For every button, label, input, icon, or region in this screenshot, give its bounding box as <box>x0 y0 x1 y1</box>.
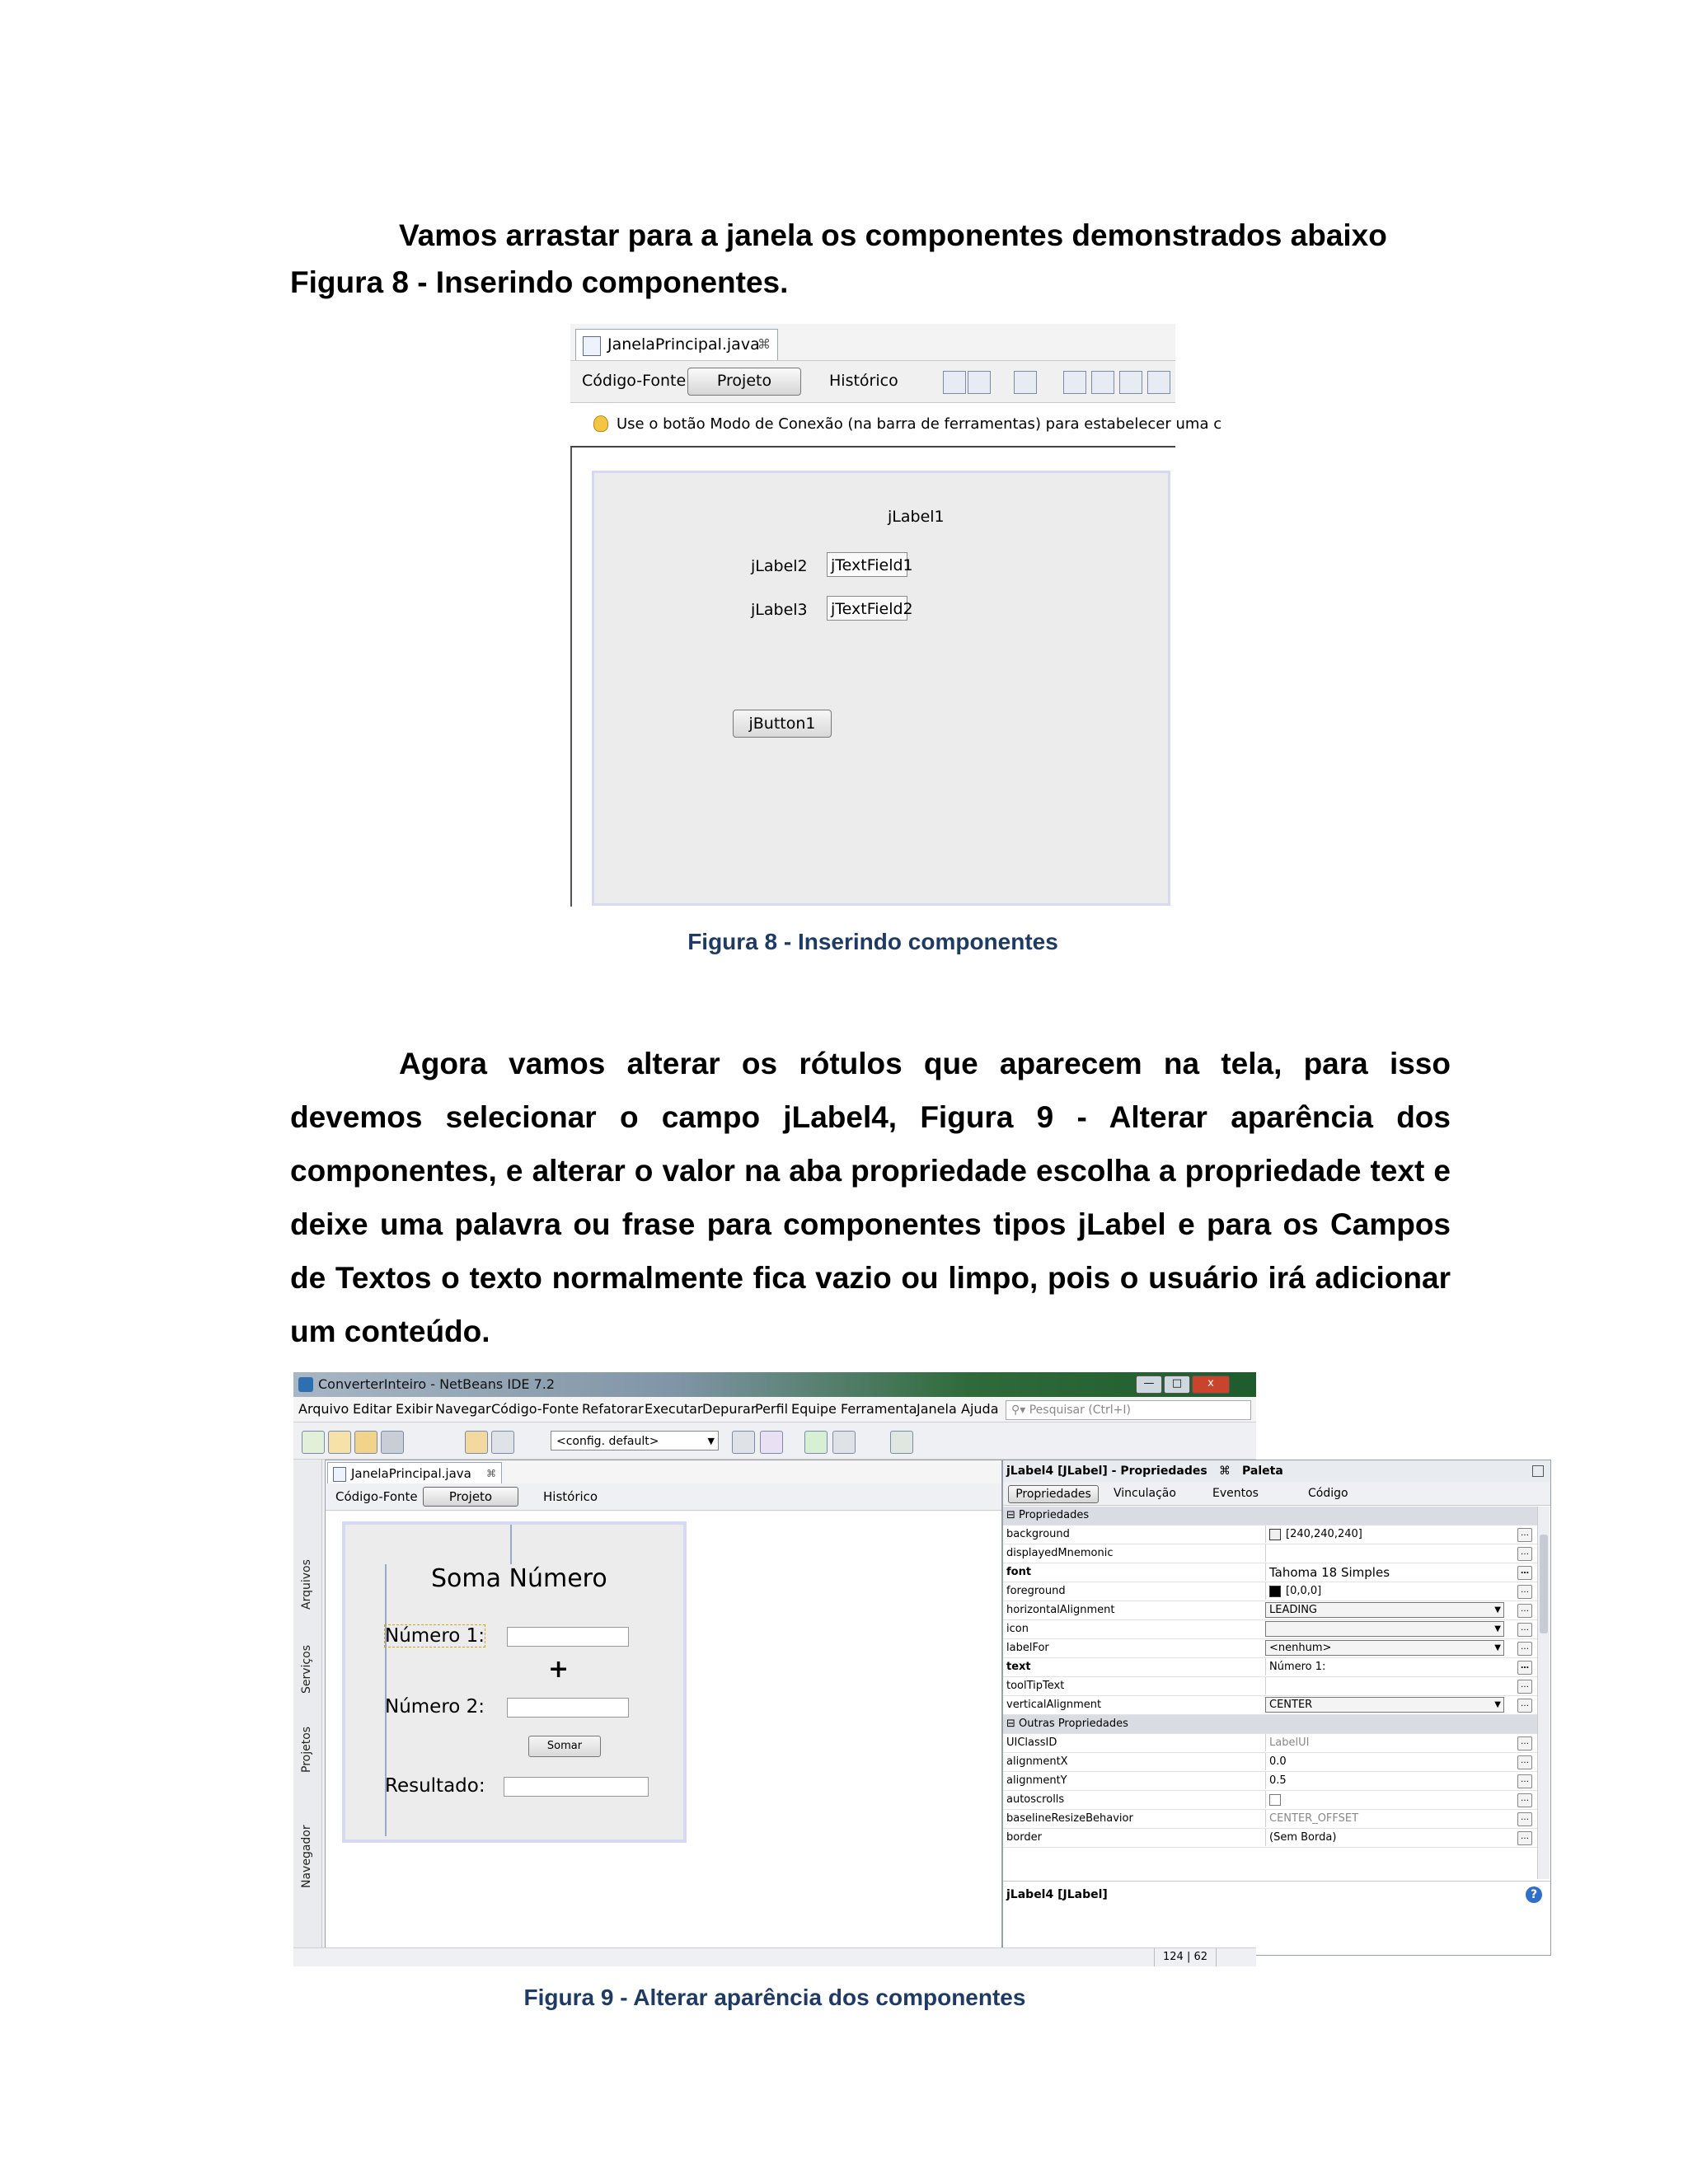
run-icon[interactable] <box>804 1431 828 1454</box>
menu-executar[interactable]: Executar <box>645 1401 703 1417</box>
ellipsis-button[interactable]: … <box>1517 1699 1532 1713</box>
color-swatch <box>1269 1529 1281 1540</box>
property-row[interactable]: UIClassID LabelUI … <box>1003 1734 1537 1753</box>
numero2-field[interactable] <box>507 1698 629 1718</box>
subtab-code[interactable]: Código <box>1308 1487 1348 1500</box>
close-tab-icon[interactable]: ⌘ <box>486 1468 496 1479</box>
property-row-text[interactable]: text Número 1: … <box>1003 1658 1537 1677</box>
property-row[interactable]: autoscrolls … <box>1003 1791 1537 1810</box>
property-row[interactable]: horizontalAlignment LEADING ▼ … <box>1003 1601 1537 1620</box>
chevron-down-icon: ▼ <box>707 1436 715 1446</box>
checkbox-icon[interactable] <box>1269 1794 1281 1806</box>
menu-codigo-fonte[interactable]: Código-Fonte <box>491 1401 579 1417</box>
property-row[interactable]: border (Sem Borda) … <box>1003 1829 1537 1848</box>
debug-icon[interactable] <box>832 1431 856 1454</box>
preview-icon[interactable] <box>1014 371 1037 394</box>
form-title-label[interactable]: Soma Número <box>431 1564 607 1593</box>
icon-select[interactable] <box>1265 1621 1504 1637</box>
editor-tab-label: JanelaPrincipal.java <box>351 1466 471 1481</box>
jtextfield1[interactable]: jTextField1 <box>827 552 907 577</box>
ellipsis-button[interactable]: … <box>1517 1528 1532 1542</box>
lightbulb-icon <box>593 415 608 432</box>
property-row[interactable]: font Tahoma 18 Simples … <box>1003 1563 1537 1582</box>
ellipsis-button[interactable]: … <box>1517 1736 1532 1750</box>
label-resultado[interactable]: Resultado: <box>385 1775 485 1797</box>
align-center-icon[interactable] <box>1119 371 1142 394</box>
help-icon[interactable]: ? <box>1526 1886 1542 1903</box>
tab-history[interactable]: Histórico <box>543 1489 598 1504</box>
design-toolbar <box>326 1483 1001 1511</box>
property-row[interactable]: background [240,240,240] … <box>1003 1526 1537 1544</box>
maximize-button[interactable]: □ <box>1164 1376 1190 1394</box>
menu-ferramenta[interactable]: Ferramenta <box>841 1401 917 1417</box>
menu-bar <box>293 1397 1256 1422</box>
editor-tab[interactable] <box>575 329 778 361</box>
subtab-events[interactable]: Eventos <box>1212 1487 1259 1500</box>
build-icon[interactable] <box>732 1431 755 1454</box>
subtab-binding[interactable]: Vinculação <box>1114 1487 1176 1500</box>
figure-8-screenshot <box>570 324 1222 907</box>
menu-exibir[interactable]: Exibir <box>396 1401 434 1417</box>
hint-text: Use o botão Modo de Conexão (na barra de ferramentas) para estabelecer uma c <box>617 415 1222 433</box>
design-surface <box>326 1511 1001 1953</box>
form-editor <box>325 1460 1002 1956</box>
search-placeholder: Pesquisar (Ctrl+I) <box>1029 1404 1132 1417</box>
color-swatch <box>1269 1586 1281 1597</box>
status-bar <box>293 1947 1256 1966</box>
window-title: ConverterInteiro - NetBeans IDE 7.2 <box>318 1376 556 1392</box>
ellipsis-button[interactable]: … <box>1517 1585 1532 1599</box>
new-file-icon[interactable] <box>302 1431 325 1454</box>
tab-palette[interactable]: Paleta <box>1242 1465 1283 1478</box>
ellipsis-button[interactable]: … <box>1517 1755 1532 1769</box>
ellipsis-button[interactable]: … <box>1517 1566 1532 1580</box>
label-numero2[interactable]: Número 2: <box>385 1696 485 1718</box>
instructions-paragraph: Agora vamos alterar os rótulos que aparecem na tela, para isso devemos selecionar o campo jLabel4, Figura 9 - Alterar aparência dos componentes, e alterar o valor na aba propriedade escolha a propriedade text e deixe uma palavra ou frase para componentes tipos jLabel e para os Campos de Textos o texto normalmente fica vazio ou limpo, pois o usuário irá adicionar um conteúdo. <box>290 1047 1451 1348</box>
property-row[interactable]: alignmentX 0.0 … <box>1003 1753 1537 1772</box>
ellipsis-button[interactable]: … <box>1517 1793 1532 1807</box>
jlabel2[interactable]: jLabel2 <box>751 557 808 575</box>
java-file-icon <box>583 336 601 356</box>
ellipsis-button[interactable]: … <box>1517 1547 1532 1561</box>
align-top-icon[interactable] <box>1147 371 1170 394</box>
property-row[interactable]: verticalAlignment CENTER ▼ … <box>1003 1696 1537 1715</box>
label-numero1[interactable]: Número 1: <box>385 1625 485 1647</box>
tab-design[interactable]: Projeto <box>423 1487 518 1507</box>
netbeans-icon <box>298 1377 313 1392</box>
close-window-button[interactable]: x <box>1192 1376 1230 1394</box>
property-row[interactable]: labelFor <nenhum> ▼ … <box>1003 1639 1537 1658</box>
ellipsis-button[interactable]: … <box>1517 1623 1532 1637</box>
form-canvas[interactable] <box>342 1521 687 1843</box>
window-titlebar <box>293 1372 1256 1397</box>
property-row[interactable]: alignmentY 0.5 … <box>1003 1772 1537 1791</box>
align-left-icon[interactable] <box>1063 371 1086 394</box>
chevron-down-icon: ▼ <box>1494 1700 1501 1709</box>
menu-navegar[interactable]: Navegar <box>435 1401 491 1417</box>
section-header[interactable]: ⊟ Outras Propriedades <box>1003 1715 1537 1734</box>
new-project-icon[interactable] <box>328 1431 351 1454</box>
side-tab-servicos[interactable]: Serviços <box>300 1645 313 1694</box>
figure-9-caption: Figura 9 - Alterar aparência dos componentes <box>523 1985 1026 2010</box>
ellipsis-button[interactable]: … <box>1517 1812 1532 1826</box>
vertical-alignment-select[interactable]: CENTER ▼ <box>1265 1697 1504 1713</box>
editor-tab-label: JanelaPrincipal.java <box>607 335 760 354</box>
subtab-properties[interactable]: Propriedades <box>1008 1485 1099 1503</box>
close-tab-icon[interactable]: ⌘ <box>1219 1465 1231 1478</box>
numero1-field[interactable] <box>507 1627 629 1647</box>
property-row[interactable]: foreground [0,0,0] … <box>1003 1582 1537 1601</box>
chevron-down-icon: ▼ <box>1494 1605 1501 1615</box>
search-input[interactable] <box>1006 1400 1251 1420</box>
alignment-select[interactable]: LEADING ▼ <box>1265 1602 1504 1618</box>
ellipsis-button[interactable]: … <box>1517 1642 1532 1656</box>
jbutton1[interactable]: jButton1 <box>733 710 832 738</box>
properties-scrollbar[interactable] <box>1537 1507 1550 1879</box>
properties-subtabs <box>1003 1482 1550 1506</box>
config-select[interactable] <box>551 1431 719 1451</box>
figure-9-screenshot <box>293 1372 1538 1966</box>
align-right-icon[interactable] <box>1091 371 1114 394</box>
property-row[interactable]: baselineResizeBehavior CENTER_OFFSET … <box>1003 1810 1537 1829</box>
tab-source[interactable]: Código-Fonte <box>335 1489 418 1504</box>
selection-mode-icon[interactable] <box>943 371 966 394</box>
somar-button[interactable]: Somar <box>528 1736 601 1757</box>
intro-paragraph: Vamos arrastar para a janela os componentes demonstrados abaixo <box>399 218 1387 252</box>
ellipsis-button[interactable]: … <box>1517 1831 1532 1845</box>
open-project-icon[interactable] <box>354 1431 377 1454</box>
hint-bar <box>570 403 1222 448</box>
selected-component-label: jLabel4 [JLabel] <box>1006 1888 1108 1901</box>
undo-icon[interactable] <box>465 1431 488 1454</box>
jlabel3[interactable]: jLabel3 <box>751 601 808 619</box>
editor-tab[interactable] <box>327 1462 502 1484</box>
properties-panel <box>1002 1460 1551 1956</box>
side-tab-projetos[interactable]: Projetos <box>300 1726 313 1773</box>
menu-arquivo[interactable]: Arquivo <box>298 1401 349 1417</box>
divider <box>570 448 572 907</box>
redo-icon[interactable] <box>491 1431 514 1454</box>
save-all-icon[interactable] <box>381 1431 404 1454</box>
minimize-panel-icon[interactable] <box>1532 1465 1544 1477</box>
close-tab-icon[interactable]: ⌘ <box>757 336 771 352</box>
search-icon: ⚲▾ <box>1011 1404 1026 1417</box>
config-value: <config. default> <box>556 1435 659 1448</box>
labelfor-select[interactable]: <nenhum> ▼ <box>1265 1640 1504 1656</box>
side-tab-arquivos[interactable]: Arquivos <box>300 1559 313 1610</box>
resultado-field[interactable] <box>504 1777 649 1797</box>
java-file-icon <box>333 1467 346 1482</box>
chevron-down-icon: ▼ <box>1494 1624 1501 1633</box>
form-canvas[interactable] <box>592 471 1170 906</box>
tab-design[interactable]: Projeto <box>687 368 801 396</box>
menu-ajuda[interactable]: Ajuda <box>961 1401 999 1417</box>
ellipsis-button[interactable]: … <box>1517 1604 1532 1618</box>
menu-janela[interactable]: Janela <box>917 1401 957 1417</box>
minimize-button[interactable]: — <box>1136 1376 1162 1394</box>
menu-perfil[interactable]: Perfil <box>755 1401 789 1417</box>
side-tab-navegador[interactable]: Navegador <box>300 1825 313 1888</box>
ellipsis-button[interactable]: … <box>1517 1680 1532 1694</box>
menu-editar[interactable]: Editar <box>353 1401 392 1417</box>
figure-8-heading: Figura 8 - Inserindo componentes. <box>290 265 789 299</box>
chevron-down-icon: ▼ <box>1494 1643 1501 1652</box>
connection-mode-icon[interactable] <box>968 371 991 394</box>
side-panel-tabs <box>293 1460 322 1966</box>
ellipsis-button[interactable]: … <box>1517 1774 1532 1788</box>
ellipsis-button[interactable]: … <box>1517 1661 1532 1675</box>
plus-label[interactable]: + <box>548 1655 570 1684</box>
main-toolbar <box>293 1422 1256 1460</box>
section-header[interactable]: ⊟ Propriedades <box>1003 1507 1537 1526</box>
jtextfield2[interactable]: jTextField2 <box>827 596 907 621</box>
clean-build-icon[interactable] <box>760 1431 783 1454</box>
property-row[interactable]: displayedMnemonic … <box>1003 1544 1537 1563</box>
property-row[interactable]: toolTipText … <box>1003 1677 1537 1696</box>
properties-table <box>1003 1507 1550 1879</box>
jlabel1[interactable]: jLabel1 <box>888 508 945 526</box>
profile-icon[interactable] <box>890 1431 913 1454</box>
property-row[interactable]: icon ▼ … <box>1003 1620 1537 1639</box>
editor-tab-bar <box>570 324 1175 360</box>
scrollbar-thumb[interactable] <box>1540 1535 1548 1633</box>
property-description <box>1003 1881 1550 1954</box>
cursor-position: 124 | 62 <box>1154 1948 1217 1966</box>
guide-line <box>510 1525 512 1564</box>
menu-equipe[interactable]: Equipe <box>791 1401 837 1417</box>
menu-depurar[interactable]: Depurar <box>702 1401 757 1417</box>
tab-source[interactable]: Código-Fonte <box>582 372 687 390</box>
properties-tab-bar <box>1003 1460 1550 1483</box>
design-toolbar <box>570 360 1175 403</box>
menu-refatorar[interactable]: Refatorar <box>582 1401 644 1417</box>
figure-8-caption: Figura 8 - Inserindo componentes <box>687 929 1058 954</box>
tab-properties-window[interactable]: jLabel4 [JLabel] - Propriedades <box>1006 1465 1207 1478</box>
tab-history[interactable]: Histórico <box>829 372 898 390</box>
